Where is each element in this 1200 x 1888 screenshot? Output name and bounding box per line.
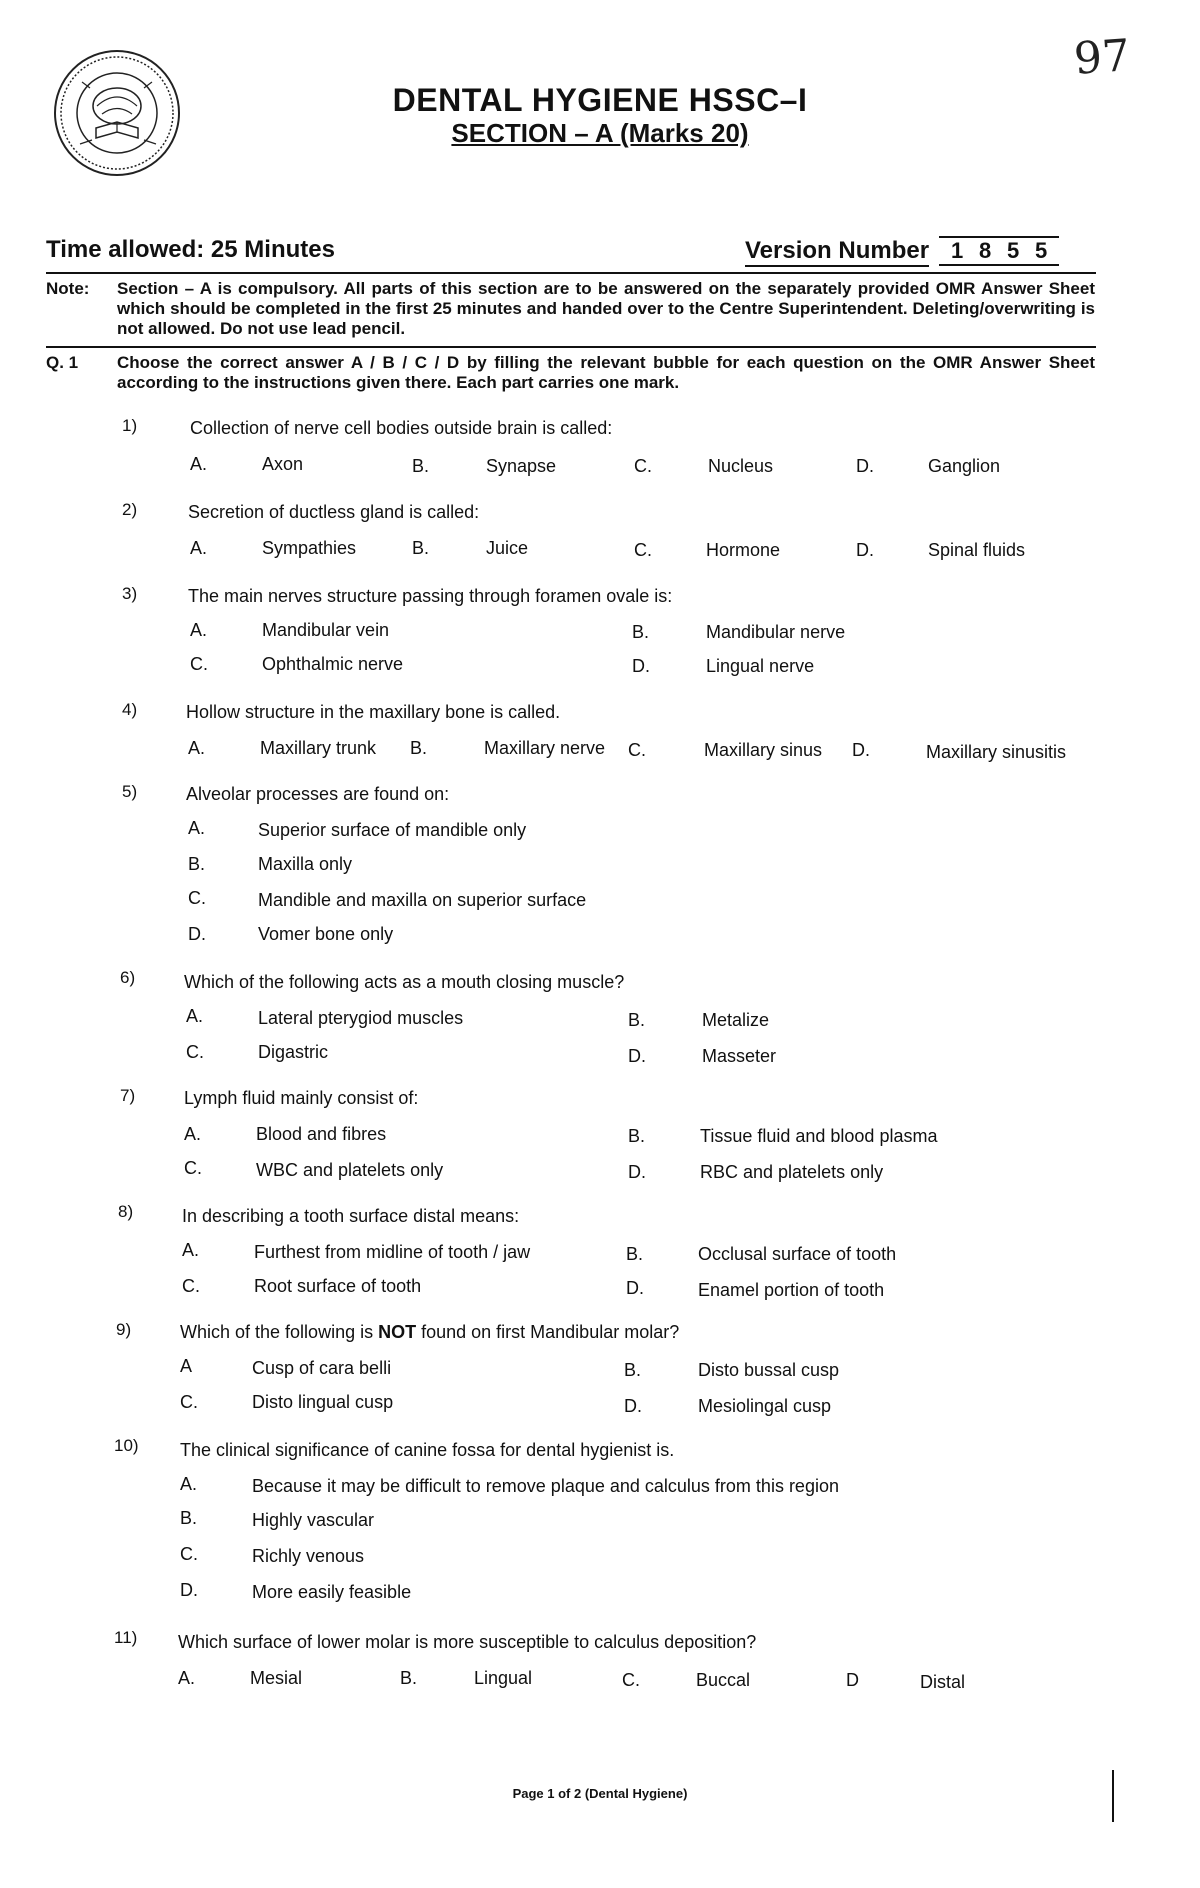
option-letter: C. (634, 540, 652, 560)
question-number: 1) (122, 416, 138, 435)
question-text: Alveolar processes are found on: (186, 784, 450, 804)
option-letter: A. (180, 1474, 198, 1494)
option-letter: A. (184, 1124, 202, 1144)
option-text: Mandibular nerve (706, 622, 846, 642)
option-text: Lateral pterygiod muscles (258, 1008, 464, 1028)
option-letter: B. (624, 1360, 642, 1380)
divider (46, 346, 1096, 348)
option-text: Enamel portion of tooth (698, 1280, 885, 1300)
option-text: Disto lingual cusp (252, 1392, 394, 1412)
question-text: Lymph fluid mainly consist of: (184, 1088, 419, 1108)
option-letter: D. (628, 1162, 646, 1182)
option-text: More easily feasible (252, 1582, 412, 1602)
note-label: Note: (46, 279, 90, 298)
option-letter: C. (180, 1544, 198, 1564)
option-letter: B. (628, 1010, 646, 1030)
option-letter: A. (186, 1006, 204, 1026)
time-allowed: Time allowed: 25 Minutes (46, 236, 335, 263)
option-text: Blood and fibres (256, 1124, 387, 1144)
option-letter: B. (412, 538, 430, 558)
question-number: 4) (122, 700, 138, 719)
option-letter: A (180, 1356, 193, 1376)
option-text: Lingual (474, 1668, 533, 1688)
option-letter: D. (856, 456, 874, 476)
version-label: Version Number (745, 237, 929, 267)
option-text: Highly vascular (252, 1510, 375, 1530)
option-letter: A. (188, 818, 206, 838)
option-letter: D. (188, 924, 206, 944)
option-letter: C. (186, 1042, 204, 1062)
question-text: Which of the following acts as a mouth closing muscle? (184, 972, 625, 992)
option-text: RBC and platelets only (700, 1162, 884, 1182)
option-letter: B. (180, 1508, 198, 1528)
option-text: Metalize (702, 1010, 770, 1030)
option-letter: C. (180, 1392, 198, 1412)
option-letter: B. (400, 1668, 418, 1688)
option-text: Masseter (702, 1046, 777, 1066)
option-letter: D. (624, 1396, 642, 1416)
question-number: 8) (118, 1202, 134, 1221)
option-text: Vomer bone only (258, 924, 394, 944)
option-text: Mandibular vein (262, 620, 390, 640)
option-letter: C. (628, 740, 646, 760)
option-letter: D. (180, 1580, 198, 1600)
option-letter: D. (626, 1278, 644, 1298)
option-text: Cusp of cara belli (252, 1358, 392, 1378)
version-digit: 5 (1034, 238, 1048, 263)
question-text: Hollow structure in the maxillary bone is called. (186, 702, 561, 722)
q1-instructions: Choose the correct answer A / B / C / D by filling the relevant bubble for each question on the OMR Answer Sheet according to the instructions given there. Each part carries one mark. (117, 353, 1095, 392)
option-text: Root surface of tooth (254, 1276, 422, 1296)
question-number: 11) (114, 1628, 138, 1647)
question-text: In describing a tooth surface distal means: (182, 1206, 520, 1226)
question-number: 10) (114, 1436, 139, 1455)
note-text: Section – A is compulsory. All parts of this section are to be answered on the separately provided OMR Answer Sheet which should be completed in the first 25 minutes and handed over to the Centre Superintendent. Deleting/overwriting is not allowed. Do not use lead pencil. (117, 279, 1095, 338)
option-letter: B. (626, 1244, 644, 1264)
option-text: Juice (486, 538, 529, 558)
option-text: Occlusal surface of tooth (698, 1244, 897, 1264)
option-text: Because it may be difficult to remove plaque and calculus from this region (252, 1476, 839, 1496)
option-letter: C. (634, 456, 652, 476)
exam-title: DENTAL HYGIENE HSSC–I (392, 82, 808, 118)
option-letter: C. (184, 1158, 202, 1178)
option-letter: B. (410, 738, 428, 758)
question-number: 9) (116, 1320, 132, 1339)
option-text: Sympathies (262, 538, 357, 558)
option-letter: D. (852, 740, 870, 760)
option-text: Superior surface of mandible only (258, 820, 527, 840)
version-digits (939, 236, 1059, 266)
question-text: The clinical significance of canine fossa for dental hygienist is. (180, 1440, 675, 1460)
option-letter: C. (188, 888, 206, 908)
q1-label: Q. 1 (46, 353, 79, 372)
option-text: Maxillary nerve (484, 738, 606, 758)
option-letter: A. (190, 454, 208, 474)
option-letter: C. (622, 1670, 640, 1690)
option-text: Maxillary trunk (260, 738, 377, 758)
option-text: Hormone (706, 540, 781, 560)
option-text: Mesial (250, 1668, 303, 1688)
option-letter: D. (632, 656, 650, 676)
handwritten-page-mark: 97 (1072, 30, 1132, 85)
question-text-part: found on first Mandibular molar? (416, 1322, 680, 1342)
option-text: Lingual nerve (706, 656, 815, 676)
option-text: Maxilla only (258, 854, 353, 874)
question-number: 2) (122, 500, 138, 519)
version-digit: 8 (978, 238, 992, 263)
option-text: Ophthalmic nerve (262, 654, 404, 674)
section-title: SECTION – A (Marks 20) (451, 118, 749, 148)
option-text: Maxillary sinus (704, 740, 823, 760)
version-number (745, 236, 1059, 267)
option-letter: D. (628, 1046, 646, 1066)
option-letter: A. (182, 1240, 200, 1260)
option-text: Buccal (696, 1670, 751, 1690)
option-letter: C. (182, 1276, 200, 1296)
option-text: Furthest from midline of tooth / jaw (254, 1242, 531, 1262)
question-number: 7) (120, 1086, 136, 1105)
question-number: 6) (120, 968, 136, 987)
option-letter: A. (188, 738, 206, 758)
option-text: WBC and platelets only (256, 1160, 444, 1180)
version-digit: 1 (950, 238, 964, 263)
question-text: Collection of nerve cell bodies outside brain is called: (190, 418, 613, 438)
option-text: Mesiolingal cusp (698, 1396, 832, 1416)
question-text (180, 1322, 679, 1343)
question-emphasis: NOT (378, 1322, 417, 1342)
option-letter: A. (178, 1668, 196, 1688)
divider (46, 272, 1096, 274)
option-text: Synapse (486, 456, 557, 476)
option-text: Maxillary sinusitis (926, 742, 1067, 762)
option-text: Tissue fluid and blood plasma (700, 1126, 938, 1146)
question-number: 3) (122, 584, 138, 603)
option-letter: D. (856, 540, 874, 560)
option-text: Mandible and maxilla on superior surface (258, 890, 587, 910)
option-text: Digastric (258, 1042, 329, 1062)
question-text-part: Which of the following is (180, 1322, 379, 1342)
question-text: Secretion of ductless gland is called: (188, 502, 480, 522)
option-text: Disto bussal cusp (698, 1360, 840, 1380)
option-letter: B. (628, 1126, 646, 1146)
option-letter: B. (188, 854, 206, 874)
page-footer: Page 1 of 2 (Dental Hygiene) (512, 1786, 688, 1801)
question-number: 5) (122, 782, 138, 801)
option-letter: A. (190, 620, 208, 640)
option-text: Ganglion (928, 456, 1001, 476)
question-text: The main nerves structure passing through foramen ovale is: (188, 586, 673, 606)
option-text: Spinal fluids (928, 540, 1026, 560)
version-digit: 5 (1006, 238, 1020, 263)
option-text: Nucleus (708, 456, 774, 476)
option-text: Richly venous (252, 1546, 365, 1566)
question-text: Which surface of lower molar is more susceptible to calculus deposition? (178, 1632, 757, 1652)
option-letter: B. (632, 622, 650, 642)
margin-mark (1112, 1770, 1114, 1822)
option-letter: A. (190, 538, 208, 558)
option-letter: C. (190, 654, 208, 674)
option-letter: B. (412, 456, 430, 476)
option-text: Axon (262, 454, 304, 474)
option-text: Distal (920, 1672, 966, 1692)
option-letter: D (846, 1670, 859, 1690)
